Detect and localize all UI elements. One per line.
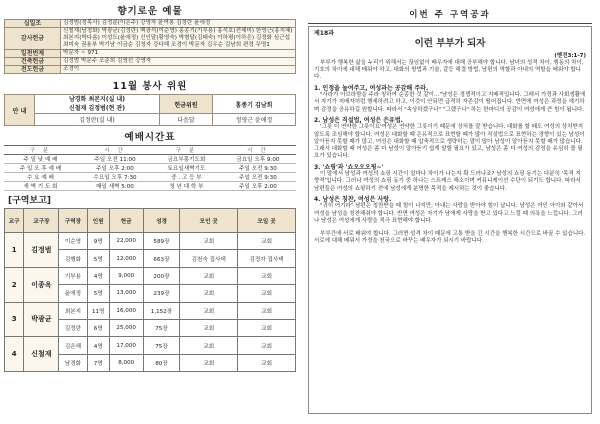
group-cell: 교회 [238, 319, 296, 336]
table-row [5, 302, 296, 319]
offering-table [4, 19, 296, 74]
group-cell: 김은해 [59, 337, 87, 354]
point-4-title: 4. 남성은 칭찬, 여성은 사랑. [314, 195, 392, 203]
worship-header: 시 간 [220, 146, 296, 155]
group-cell: 8,000 [109, 354, 143, 371]
worship-cell: 주일 오전 9:30 [220, 164, 296, 173]
groups-header: 인원 [87, 209, 109, 233]
point-3-title: 3. '쇼핑'과 '쇼오오오핑~' [314, 163, 384, 171]
left-column [4, 0, 296, 424]
offering-names: 박문자 ~ 971 [61, 50, 296, 58]
group-cell: 기부용 [59, 267, 87, 284]
worship-header-row [4, 146, 296, 155]
group-cell: 교회 [180, 285, 238, 302]
offering-category: 건축헌금 [5, 58, 61, 66]
worship-cell: 수요일 오후 7:30 [77, 173, 153, 182]
groups-header: 교구장 [24, 209, 59, 233]
worship-row [4, 164, 296, 173]
group-cell: 239장 [143, 285, 180, 302]
offering-row [5, 50, 296, 58]
table-row [5, 337, 296, 354]
group-cell: 200장 [143, 267, 180, 284]
committee-next-label: 다음달 [159, 114, 212, 126]
groups-header: 성경 [143, 209, 180, 233]
group-cell: 12,000 [109, 250, 143, 267]
lesson-box [308, 26, 592, 414]
worship-cell: 주 일 오 후 예 배 [4, 164, 77, 173]
worship-cell: 주일 오전 11:00 [77, 155, 153, 164]
lesson-title: 이런 부부가 되자 [414, 38, 486, 50]
worship-cell: 중 . 고 등 부 [153, 173, 220, 182]
worship-cell: 토요일새벽기도 [153, 164, 220, 173]
group-cell: 교회 [238, 233, 296, 250]
group-cell: 17,000 [109, 337, 143, 354]
group-number: 3 [5, 302, 24, 337]
group-cell: 1,152장 [143, 302, 180, 319]
committee-next-names: 정영근 윤애정 [212, 114, 295, 126]
worship-table [4, 145, 296, 191]
offering-row [5, 20, 296, 28]
right-column [304, 0, 596, 424]
offering-names: 김정범 박문주 조준희 김영선 강영자 [61, 58, 296, 66]
group-cell: 9,000 [109, 267, 143, 284]
group-number: 4 [5, 337, 24, 372]
point-3-text: 이 말에서 남성과 여성의 쇼핑 시간이 얼마나 차이가 나는지 확 드러나죠? 남성의 쇼핑 동기는 다분히 '목적 지향적'입니다. 그러나 여성의 쇼핑 동기 중 하나는 스트레스 해소이며 커뮤니케이션 수단이 되기도 합니다. 따라서 남편들은 여성의 쇼핑하기 전에 남성에게 분명한 목적을 제시하는 것이 좋습니다. [314, 171, 581, 192]
committee-inside: 김정란(실 내) [35, 114, 160, 126]
group-cell: 6명 [87, 319, 109, 336]
offering-row [5, 28, 296, 50]
groups-header: 교구 [5, 209, 24, 233]
group-cell: 교회 [238, 285, 296, 302]
offering-title: 향기로운 예물 [117, 6, 183, 17]
groups-header: 모인 곳 [180, 209, 238, 233]
group-cell: 김행화 [59, 250, 87, 267]
group-cell: 13,000 [109, 285, 143, 302]
committee-label: 안 내 [5, 95, 35, 126]
group-cell: 5명 [87, 250, 109, 267]
table-row [5, 267, 296, 284]
point-2-title: 2. 남성은 직설법, 여성은 은유법. [314, 116, 403, 124]
worship-cell: 새 벽 기 도 회 [4, 182, 77, 191]
offering-category: 십일조 [5, 20, 61, 28]
offering-names: 조경이 [61, 66, 296, 74]
lesson-header: 이번 주 구역공과 [308, 4, 592, 24]
group-cell: 김정란 [59, 319, 87, 336]
offering-category: 전도헌금 [5, 66, 61, 74]
point-4-text: "귀히 여기라" 남편은 칭찬받을 때 힘이 나지만, 아내는 사랑을 받아야 힘이 납니다. 남성은 여인 아이와 같아서 여성을 남성을 칭찬해줘야 합니다. 반면 여성은 자기가 남에게 사랑을 받고 있다고 느낄 때 의욕을 느낍니다. 그러나 남성은 여성에게 사랑을 적극 표현해야 합니다. [314, 203, 584, 224]
group-cell: 75장 [143, 319, 180, 336]
group-cell: 교회 [180, 354, 238, 371]
worship-header: 시 간 [77, 146, 153, 155]
worship-row [4, 173, 296, 182]
group-cell: 9명 [87, 233, 109, 250]
group-cell: 11명 [87, 302, 109, 319]
worship-header: 구 분 [4, 146, 77, 155]
group-head: 이종옥 [24, 267, 59, 302]
group-cell: 4명 [87, 267, 109, 284]
point-2-text: '그릇 더 연약한 그릇이요'여성은 연약한 그릇이기 때문에 상처를 잘 받습니다. 대화를 할 때도 여성의 상처받지 않도록 조심해야 합니다. 여성은 대화할 때 은유적으로 표현할 때가 많아 직설법으로 표현하는 경향이 있는 남성이 알아듣지 못할 때가 많고, 여성은 대화할 때 압축적으로 생략하는 말이 많아 남성이 알아듣지 못할 때가 많습니다. 그래서 대화할 때 여성은 좀 더 남성이 알아듣기 쉽게 말할 필요가 있고, 남성은 좀 더 여성의 감정을 유심히 볼 필요가 있습니다. [314, 124, 585, 160]
worship-cell: 수 요 예 배 [4, 173, 77, 182]
group-cell: 25,000 [109, 319, 143, 336]
offering-row [5, 58, 296, 66]
committee-offering-names: 홍종기 김남희 [212, 95, 295, 114]
worship-cell: 청 년 대 학 부 [153, 182, 220, 191]
worship-cell: 주일 오전 9:30 [220, 173, 296, 182]
group-cell: 7명 [87, 354, 109, 371]
table-row [5, 233, 296, 250]
groups-header-row [5, 209, 296, 233]
offering-names: 신철재(남정화) 박광균(김정란) 백광석(이순영) 홍종기(기부용) 홍석호(전혜미) 한영근(홍지혜) 최본지(박다솜) 이성도(윤애정) 신인달(황영숙) 박형달(김태숙) 이하평(이하은) 김정화 심근섭 최미숙 권용부 박기남 이금순 김청자 강다해 조경이 박문자 김우순 김남희 편경 무명1 [61, 28, 296, 50]
group-cell: 663장 [143, 250, 180, 267]
group-cell: 김정자 집사댁 [238, 250, 296, 267]
group-cell: 남경화 [59, 354, 87, 371]
group-head: 박광균 [24, 302, 59, 337]
committee-title: 11월 봉사 위원 [112, 81, 188, 92]
point-1-title: 1. 인정을 높여주고, 여성과는 공감해 주라. [314, 84, 429, 92]
offering-category: 일천번제 [5, 50, 61, 58]
worship-cell: 금요부흥기도회 [153, 155, 220, 164]
groups-header: 헌금 [109, 209, 143, 233]
worship-title: 예배시간표 [124, 132, 176, 143]
groups-title: [구역보고] [8, 196, 52, 206]
lesson-chapter: 제18과 [314, 30, 334, 37]
group-cell: 교회 [180, 319, 238, 336]
worship-row [4, 155, 296, 164]
offering-category: 감사헌금 [5, 28, 61, 50]
group-cell: 교회 [180, 337, 238, 354]
offering-row [5, 66, 296, 74]
group-head: 신철재 [24, 337, 59, 372]
group-cell: 75장 [143, 337, 180, 354]
offering-names: 김정범(정목사) 김정분(이은주) 강영자 윤여봉 김정란 윤애정 [61, 20, 296, 28]
groups-header: 모일 곳 [238, 209, 296, 233]
group-head: 김정범 [24, 233, 59, 268]
group-cell: 교회 [238, 302, 296, 319]
group-cell: 4명 [87, 337, 109, 354]
group-cell: 교회 [180, 302, 238, 319]
worship-cell: 주일 오후 2:00 [77, 164, 153, 173]
group-cell: 교회 [238, 354, 296, 371]
group-cell: 80장 [143, 354, 180, 371]
group-cell: 589장 [143, 233, 180, 250]
worship-header: 구 분 [153, 146, 220, 155]
worship-row [4, 182, 296, 191]
groups-table [4, 208, 296, 372]
point-1-text: "사라가 아브라함을 주라 칭하여 순종한 것 같이…"남성은 경쟁적이고 지배적입니다. 그래서 가정과 사회생활에서 자기가 지배자처럼 행세하려고 하고, 이것이 안되면 급격히 자존감이 떨어집니다. 반면에 여성은 과정을 얘기하며 감정을 공유하길 원합니다. 따라서 "속상하겠구나" "그랬구나" 하는 한마디의 공감이 여성에게 큰 힘이 됩니다. [314, 92, 586, 113]
committee-table [4, 94, 296, 126]
worship-cell: 매일 새벽 5:00 [77, 182, 153, 191]
committee-offering-label: 헌금위원 [159, 95, 212, 114]
group-cell: 교회 [238, 267, 296, 284]
group-cell: 이순영 [59, 233, 87, 250]
worship-cell: 금요일 오후 9:00 [220, 155, 296, 164]
group-cell: 교회 [180, 267, 238, 284]
lesson-verse: (벧전3:1-7) [554, 52, 586, 59]
lesson-intro: 부부가 행복한 삶을 누리기 위해서는 끊임없이 배우자에 대해 공부해야 합니다. 남녀의 성격 차이, 행동의 차이, 기호의 차이에 대해 배워야 하고, 대화의 방법과 기술, 갈등 해결 방법, 남편의 역할과 아내의 역할을 배워야 합니다. [314, 59, 584, 81]
lesson-outro: 부부간에 서로 배워야 합니다. 그러면 성격 차이 때문에 고통 받을 긴 시간을 행복한 시간으로 바꿀 수 있습니다. 서로에 대해 배워서 가정을 천국으로 바꾸는 배우자가 되시기 바랍니다. [314, 231, 586, 245]
worship-cell: 주 일 낮 예 배 [4, 155, 77, 164]
group-cell: 5명 [87, 285, 109, 302]
group-cell: 16,000 [109, 302, 143, 319]
committee-ushers: 남경화 최본지(실 내) 신철재 김정범(현 관) [35, 95, 160, 114]
group-cell: 김천숙 집사댁 [180, 250, 238, 267]
worship-cell: 주일 오후 2:00 [220, 182, 296, 191]
group-cell: 교회 [238, 337, 296, 354]
group-cell: 윤애정 [59, 285, 87, 302]
groups-header: 구역장 [59, 209, 87, 233]
group-number: 2 [5, 267, 24, 302]
group-cell: 최본지 [59, 302, 87, 319]
group-cell: 교회 [180, 233, 238, 250]
group-number: 1 [5, 233, 24, 268]
group-cell: 22,000 [109, 233, 143, 250]
